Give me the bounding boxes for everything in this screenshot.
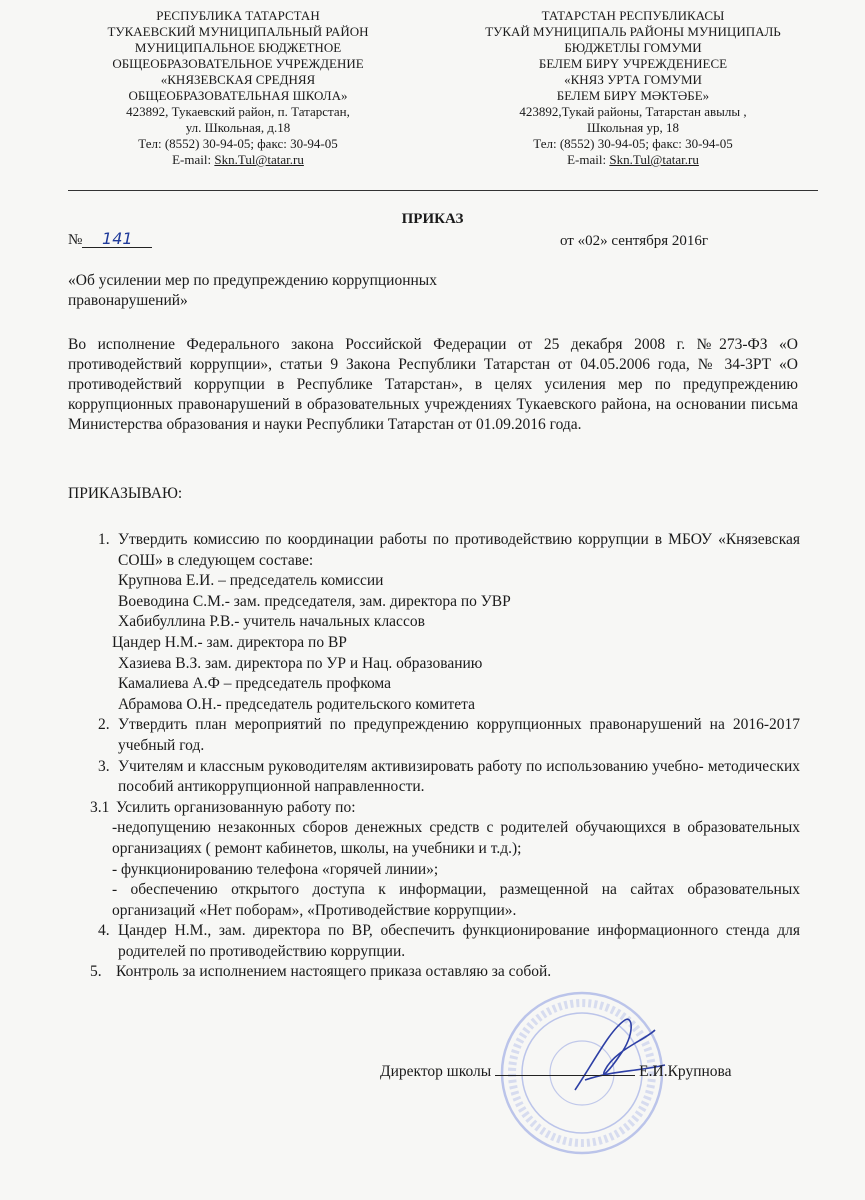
signature-block [380,1063,800,1081]
preamble-paragraph: Во исполнение Федерального закона Российской Федерации от 25 декабря 2008 г. №273-ФЗ «О противодействий коррупции», статьи 9 Закона Республики Татарстан от 04.05.2006 года, № 34-3РТ «О противодействий коррупции в Республике Татарстан», в целях усиления мер по предупреждению коррупционных правонарушений в образовательных учреждениях Тукаевского района, на основании письма Министерства образования и науки Республики Татарстан от 01.09.2016 года. [68,336,798,433]
header-line: «КНЯЗ УРТА ГОМУМИ [564,72,702,87]
commission-member: Воеводина С.М.- зам. председателя, зам. директора по УВР [118,592,511,610]
item-text: Цандер Н.М., зам. директора по ВР, обеспечить функционирование информационного стенда для родителей по противодействию коррупции. [118,922,800,960]
handwritten-signature [555,1010,675,1105]
header-line: Тел: (8552) 30-94-05; факс: 30-94-05 [138,136,338,151]
header-divider [68,190,818,191]
item-text: Утвердить комиссию по координации работы по противодействию коррупции в МБОУ «Князевская СОШ» в следующем составе: [118,531,800,569]
list-item-3-1 [68,798,800,819]
header-line: ТУКАЙ МУНИЦИПАЛЬ РАЙОНЫ МУНИЦИПАЛЬ [485,24,781,39]
document-title: ПРИКАЗ [401,211,464,227]
header-line: ТАТАРСТАН РЕСПУБЛИКАСЫ [541,8,725,23]
header-line: БЮДЖЕТЛЫ ГОМУМИ [564,40,702,55]
header-line: БЕЛЕМ БИРҮ УЧРЕЖДЕНИЕСЕ [538,56,728,71]
item-number: 1. [98,531,110,548]
email-link-right[interactable]: Skn.Tul@tatar.ru [609,152,699,167]
header-line: 423892, Тукаевский район, п. Татарстан, [126,104,350,119]
header-left-russian [58,8,418,168]
item-number: 2. [98,716,110,734]
order-number [68,231,152,249]
order-items [68,530,800,983]
sub-point: -недопущению незаконных сборов денежных средств с родителей обучающихся в образовательных организациях ( ремонт кабинетов, школы, на учебники и т.д.); [112,819,800,857]
list-item-4 [68,921,800,962]
header-line: МУНИЦИПАЛЬНОЕ БЮДЖЕТНОЕ [134,40,342,55]
email-label: E-mail: [172,152,215,167]
header-line: «КНЯЗЕВСКАЯ СРЕДНЯЯ [160,72,316,87]
header-line: 423892,Тукай районы, Татарстан авылы , [519,104,747,119]
signature-role: Директор школы [380,1063,492,1080]
item-number: 3.1 [90,798,110,816]
commission-member: Цандер Н.М.- зам. директора по ВР [112,633,347,651]
list-item-1 [68,530,800,571]
sub-point: - функционированию телефона «горячей линии»; [112,860,439,878]
order-word: ПРИКАЗЫВАЮ: [68,485,183,502]
email-link-left[interactable]: Skn.Tul@tatar.ru [214,152,304,167]
item-text: Контроль за исполнением настоящего приказа оставляю за собой. [116,963,552,981]
header-right-tatar [448,8,818,168]
header-line: Тел: (8552) 30-94-05; факс: 30-94-05 [533,136,733,151]
header-line: ОБЩЕОБРАЗОВАТЕЛЬНАЯ ШКОЛА» [128,88,348,103]
order-date: от «02» сентября 2016г [560,233,709,249]
number-label: № [68,232,83,248]
commission-member: Хазиева В.З. зам. директора по УР и Нац. образованию [118,654,483,672]
header-line: ул. Школьная, д.18 [185,120,291,135]
list-item-3 [68,757,800,798]
header-line: РЕСПУБЛИКА ТАТАРСТАН [156,8,320,23]
item-text: Учителям и классным руководителям активизировать работу по использованию учебно- методических пособий антикоррупционной направленности. [118,757,800,796]
list-item-2 [68,715,800,756]
order-subject: «Об усилении мер по предупреждению коррупционных правонарушений» [68,272,437,309]
item-text: Утвердить план мероприятий по предупреждению коррупционных правонарушений на 2016-2017 учебный год. [118,716,800,754]
commission-member: Абрамова О.Н.- председатель родительского комитета [118,695,476,713]
sub-point: - обеспечению открытого доступа к информации, размещенной на сайтах образовательных организаций «Нет поборам», «Противодействие коррупции». [112,881,800,919]
header-line: БЕЛЕМ БИРҮ МӘКТӘБЕ» [556,88,710,103]
item-number: 5. [90,963,102,981]
item-number: 4. [98,922,110,940]
list-item-5 [68,962,800,983]
header-email [448,152,818,168]
item-text: Усилить организованную работу по: [116,798,356,816]
signature-name: Е.И.Крупнова [639,1063,732,1080]
header-line: ОБЩЕОБРАЗОВАТЕЛЬНОЕ УЧРЕЖДЕНИЕ [112,56,364,71]
header-line: ТУКАЕВСКИЙ МУНИЦИПАЛЬНЫЙ РАЙОН [107,24,369,39]
email-label: E-mail: [567,152,610,167]
signature-line [495,1075,635,1076]
commission-member: Хабибуллина Р.В.- учитель начальных классов [118,613,425,631]
header-line: Школьная ур, 18 [587,120,679,135]
item-number: 3. [98,757,110,775]
commission-member: Крупнова Е.И. – председатель комиссии [118,572,384,590]
header-email [58,152,418,168]
commission-member: Камалиева А.Ф – председатель профкома [118,675,391,693]
handwritten-number: 141 [82,231,152,248]
